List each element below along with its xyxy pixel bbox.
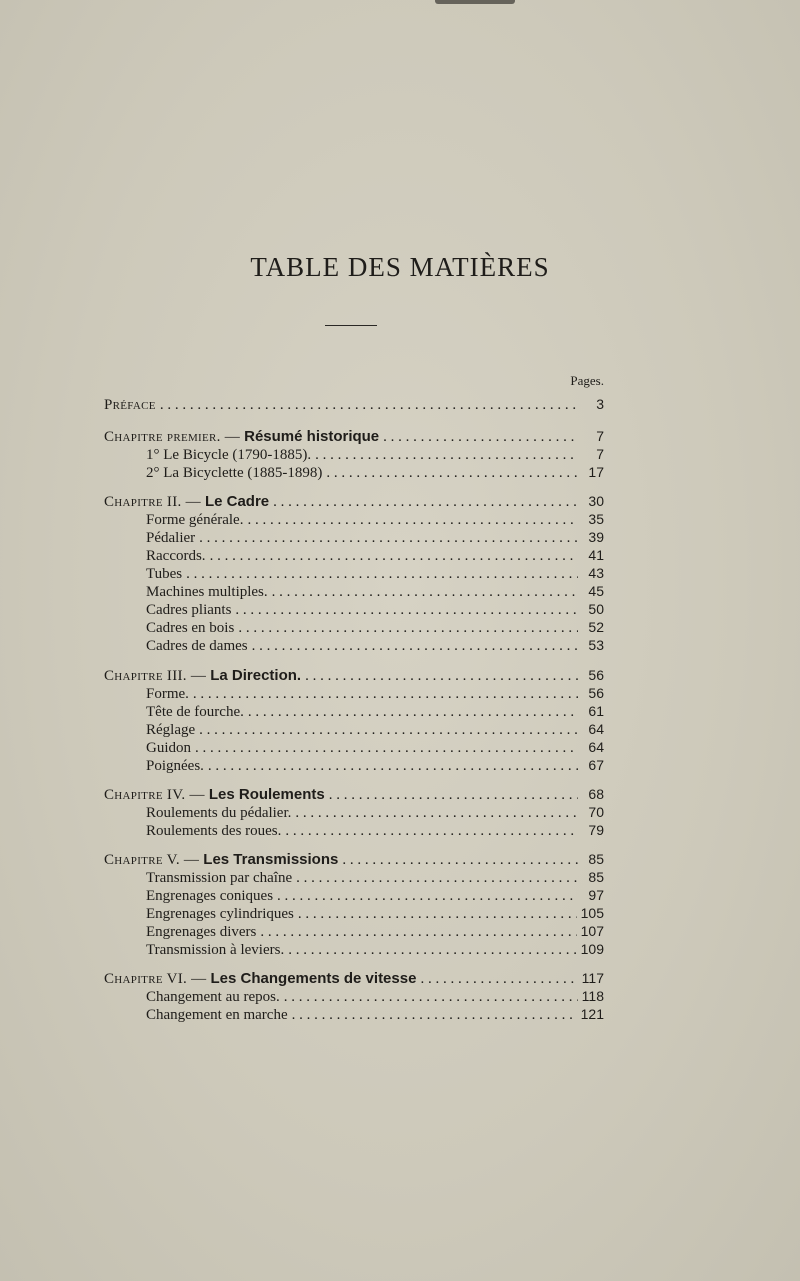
dot-leader	[326, 465, 578, 482]
chapter-prefix: Chapitre premier. —	[104, 429, 245, 445]
dot-leader	[160, 397, 578, 414]
title-divider	[325, 325, 377, 326]
entry-label: Cadres pliants	[146, 602, 232, 618]
toc-entry	[146, 988, 604, 1006]
page-number: 85	[588, 869, 604, 885]
dot-leader	[383, 429, 578, 446]
toc-chapter-6	[104, 970, 604, 988]
dot-leader	[186, 566, 578, 583]
dot-leader	[285, 823, 578, 840]
dot-leader	[260, 924, 576, 941]
ink-smudge	[435, 0, 515, 4]
page-number: 109	[580, 941, 604, 957]
page-number: 43	[588, 565, 604, 581]
entry-label: Machines multiples.	[146, 584, 268, 600]
toc-entry	[146, 529, 604, 547]
entry-label: Engrenages cylindriques	[146, 906, 294, 922]
dot-leader	[210, 548, 578, 565]
toc-entry-preface	[104, 396, 604, 414]
dot-leader	[208, 758, 578, 775]
dot-leader	[252, 638, 578, 655]
page-number: 7	[596, 428, 604, 444]
toc-entry	[146, 905, 604, 923]
toc-entry	[146, 869, 604, 887]
dot-leader	[305, 668, 578, 685]
toc-entry	[146, 685, 604, 703]
toc-chapter-3	[104, 667, 604, 685]
pages-column-label: Pages.	[570, 373, 604, 388]
toc-chapter-2	[104, 493, 604, 511]
entry-label: Roulements des roues.	[146, 823, 282, 839]
toc-entry	[146, 1006, 604, 1024]
entry-label: Transmission par chaîne	[146, 870, 293, 886]
entry-label: 1° Le Bicycle (1790-1885).	[146, 447, 312, 463]
entry-label: Forme.	[146, 686, 189, 702]
dot-leader	[315, 447, 578, 464]
entry-label: Roulements du pédalier.	[146, 805, 292, 821]
toc-entry	[146, 601, 604, 619]
dot-leader	[288, 942, 576, 959]
entry-label: Guidon	[146, 740, 191, 756]
page-number: 39	[588, 529, 604, 545]
toc-entry	[146, 703, 604, 721]
toc-entry	[146, 757, 604, 775]
toc-entry	[146, 804, 604, 822]
page-number: 79	[588, 822, 604, 838]
page-number: 56	[588, 685, 604, 701]
toc-entry	[146, 446, 604, 464]
dot-leader	[199, 530, 578, 547]
entry-label: Cadres de dames	[146, 638, 248, 654]
toc-entry	[146, 464, 604, 482]
entry-label: Raccords.	[146, 548, 206, 564]
entry-label: Pédalier	[146, 530, 196, 546]
toc-chapter-1	[104, 428, 604, 446]
dot-leader	[420, 971, 577, 988]
dot-leader	[273, 494, 578, 511]
page-number: 45	[588, 583, 604, 599]
dot-leader	[238, 620, 578, 637]
page-number: 67	[588, 757, 604, 773]
entry-label: Changement au repos.	[146, 989, 280, 1005]
page-number: 70	[588, 804, 604, 820]
page-number: 61	[588, 703, 604, 719]
page-number: 97	[588, 887, 604, 903]
toc-entry	[146, 619, 604, 637]
dot-leader	[248, 704, 578, 721]
entry-label: Forme générale.	[146, 512, 244, 528]
dot-leader	[235, 602, 578, 619]
entry-label: Tête de fourche.	[146, 704, 244, 720]
chapter-heading: La Direction.	[210, 667, 302, 684]
page-number: 30	[588, 493, 604, 509]
page-number: 56	[588, 667, 604, 683]
chapter-prefix: Chapitre III. —	[104, 668, 211, 684]
page-number: 107	[580, 923, 604, 939]
page-number: 41	[588, 547, 604, 563]
toc-entry	[146, 923, 604, 941]
entry-label: 2° La Bicyclette (1885-1898)	[146, 465, 323, 481]
toc-entry	[146, 583, 604, 601]
toc-entry	[146, 739, 604, 757]
chapter-heading: Les Changements de vitesse	[210, 970, 417, 987]
page-number: 117	[581, 970, 604, 986]
entry-label: Cadres en bois	[146, 620, 235, 636]
dot-leader	[292, 1007, 577, 1024]
dot-leader	[272, 584, 578, 601]
entry-label: Réglage	[146, 722, 196, 738]
toc-entry	[146, 511, 604, 529]
chapter-prefix: Chapitre IV. —	[104, 787, 209, 803]
chapter-prefix: Chapitre II. —	[104, 494, 205, 510]
chapter-heading: Le Cadre	[204, 493, 270, 510]
chapter-heading: Les Transmissions	[203, 851, 339, 868]
entry-label: Engrenages divers	[146, 924, 257, 940]
dot-leader	[296, 870, 578, 887]
toc-chapter-5	[104, 851, 604, 869]
dot-leader	[193, 686, 578, 703]
page-number: 53	[588, 637, 604, 653]
dot-leader	[329, 787, 578, 804]
dot-leader	[342, 852, 578, 869]
toc-entry	[146, 887, 604, 905]
page-number: 68	[588, 786, 604, 802]
page-number: 105	[580, 905, 604, 921]
dot-leader	[298, 906, 577, 923]
dot-leader	[247, 512, 578, 529]
page-number: 121	[580, 1006, 604, 1022]
entry-label: Tubes	[146, 566, 183, 582]
page-number: 52	[588, 619, 604, 635]
dot-leader	[284, 989, 578, 1006]
page-number: 17	[588, 464, 604, 480]
toc-entry	[146, 547, 604, 565]
chapter-prefix: Chapitre VI. —	[104, 971, 211, 987]
toc-entry	[146, 822, 604, 840]
entry-label: Préface	[104, 397, 156, 413]
page-number: 3	[596, 396, 604, 412]
toc-entry	[146, 637, 604, 655]
toc-entry	[146, 721, 604, 739]
page-number: 64	[588, 721, 604, 737]
page-number: 118	[581, 988, 604, 1004]
page-number: 7	[596, 446, 604, 462]
entry-label: Changement en marche	[146, 1007, 288, 1023]
dot-leader	[277, 888, 578, 905]
page-number: 35	[588, 511, 604, 527]
page-number: 64	[588, 739, 604, 755]
dot-leader	[295, 805, 578, 822]
page-number: 50	[588, 601, 604, 617]
toc-entry	[146, 941, 604, 959]
entry-label: Poignées.	[146, 758, 204, 774]
entry-label: Engrenages coniques	[146, 888, 274, 904]
page-title: TABLE DES MATIÈRES	[250, 252, 550, 282]
page-number: 85	[588, 851, 604, 867]
entry-label: Transmission à leviers.	[146, 942, 285, 958]
chapter-heading: Résumé historique	[244, 428, 380, 445]
chapter-prefix: Chapitre V. —	[104, 852, 204, 868]
toc-entry	[146, 565, 604, 583]
chapter-heading: Les Roulements	[208, 786, 325, 803]
dot-leader	[199, 722, 578, 739]
dot-leader	[195, 740, 578, 757]
toc-chapter-4	[104, 786, 604, 804]
